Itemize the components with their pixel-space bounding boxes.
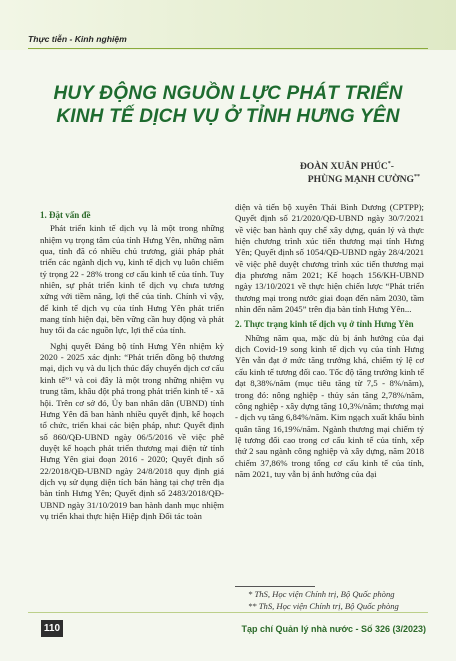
right-column bbox=[235, 202, 424, 480]
author-2-name: PHÙNG MẠNH CƯỜNG bbox=[307, 174, 414, 186]
body-paragraph: diện và tiến bộ xuyên Thái Bình Dương (CPTPP); Quyết định số 21/2020/QĐ-UBND ngày 30/7/2021 về việc ban hành quy chế xây dựng, quản lý và thực hiện chương trình xúc tiến thương mại tỉnh Hưng Yên; Quyết định số 1054/QĐ-UBND ngày 28/4/2021 về việc phê duyệt chương trình xúc tiến thương mại địa phương năm 2021; Kế hoạch 156/KH-UBND ngày 13/10/2021 về thực hiện chiến lược “Phát triển thương mại trong nước giai đoạn đến năm 2030, tầm nhìn đến năm 2045” trên địa bàn tỉnh Hưng Yên... bbox=[235, 202, 424, 315]
author-1-name: ĐOÀN XUÂN PHÚC bbox=[299, 161, 388, 173]
footer-divider bbox=[28, 612, 428, 613]
body-paragraph: Nghị quyết Đảng bộ tỉnh Hưng Yên nhiệm kỳ 2020 - 2025 xác định: “Phát triển đồng bộ thương mại, dịch vụ và du lịch thúc đẩy chuyển dịch cơ cấu kinh tế”¹ và coi đây là một trong những nhiệm vụ trung tâm, khâu đột phá trong phát triển kinh tế - xã hội. Trên cơ sở đó, Ủy ban nhân dân (UBND) tỉnh Hưng Yên đã ban hành nhiều quyết định, kế hoạch tổ chức, triển khai các biện pháp, như: Quyết định số 860/QĐ-UBND ngày 06/5/2016 về việc phê duyệt kế hoạch phát triển thương mại điện tử tỉnh Hưng Yên giai đoạn 2016 - 2020; Quyết định số 22/2018/QĐ-UBND ngày 24/8/2018 quy định giá dịch vụ sử dụng diện tích bán hàng tại chợ trên địa bàn tỉnh Hưng Yên; Quyết định số 2483/2018/QĐ-UBND ngày 31/10/2019 ban hành danh mục nhiệm vụ triển khai thực hiện Hiệp định Đối tác toàn bbox=[40, 340, 224, 521]
author-2 bbox=[308, 174, 420, 185]
author-1-mark: * bbox=[387, 161, 391, 167]
body-paragraph: Phát triển kinh tế dịch vụ là một trong những nhiệm vụ trọng tâm của tỉnh Hưng Yên, những năm qua, tỉnh đã có nhiều chủ trương, giải pháp phát triển các ngành dịch vụ, kinh tế dịch vụ luôn chiếm tỷ trọng 22 - 28% trong cơ cấu kinh tế của tỉnh. Tuy nhiên, sự phát triển kinh tế dịch vụ chưa tương xứng với tiềm năng, lợi thế của tỉnh. Chính vì vậy, để kinh tế dịch vụ của tỉnh Hưng Yên phát triển mang tính hiện đại, bền vững cần huy động và phát huy tối đa các nguồn lực, lợi thế của tỉnh. bbox=[40, 223, 224, 336]
header-divider bbox=[28, 48, 428, 49]
author-2-mark: ** bbox=[414, 174, 420, 180]
article-title-line-2: KINH TẾ DỊCH VỤ Ở TỈNH HƯNG YÊN bbox=[56, 106, 400, 127]
author-1: ĐOÀN XUÂN PHÚC*- bbox=[299, 161, 394, 173]
article-title-line-1: HUY ĐỘNG NGUỒN LỰC PHÁT TRIỂN bbox=[53, 83, 403, 104]
section-2-heading: 2. Thực trạng kinh tế dịch vụ ở tỉnh Hưng Yên bbox=[235, 319, 414, 330]
footnote-2: ** ThS, Học viện Chính trị, Bộ Quốc phòng bbox=[248, 601, 399, 611]
section-label: Thực tiễn - Kinh nghiệm bbox=[28, 34, 127, 44]
page-number: 110 bbox=[41, 620, 63, 637]
footnote-divider bbox=[235, 586, 315, 587]
journal-name: Tạp chí Quản lý nhà nước - Số 326 (3/2023) bbox=[241, 624, 426, 634]
body-paragraph: Những năm qua, mặc dù bị ảnh hưởng của đại dịch Covid-19 song kinh tế dịch vụ của tỉnh Hưng Yên vẫn đạt ở mức tăng trưởng khá, chiếm tỷ lệ cơ cấu kinh tế tương đối cao. Tốc độ tăng trưởng kinh tế đạt 8,38%/năm (mục tiêu tăng từ 7,5 - 8%/năm), trong đó: nông nghiệp - thủy sản tăng 2,78%/năm, công nghiệp - xây dựng tăng 10,3%/năm; thương mại - dịch vụ tăng 6,84%/năm. Kim ngạch xuất khẩu bình quân tăng 16,19%/năm. Ngành thương mại chiếm tỷ lệ tương đối cao trong cơ cấu kinh tế của tỉnh, xếp thứ 2 sau ngành công nghiệp và xây dựng, năm 2018 chiếm 37,86% trong tổng cơ cấu kinh tế của tỉnh, năm 2021, tuy vẫn bị ảnh hưởng của đại bbox=[235, 332, 424, 479]
page-header bbox=[0, 0, 456, 50]
section-1-heading: 1. Đặt vấn đề bbox=[40, 210, 91, 220]
footnote-1: * ThS, Học viện Chính trị, Bộ Quốc phòng bbox=[248, 589, 395, 599]
left-column bbox=[40, 202, 224, 522]
